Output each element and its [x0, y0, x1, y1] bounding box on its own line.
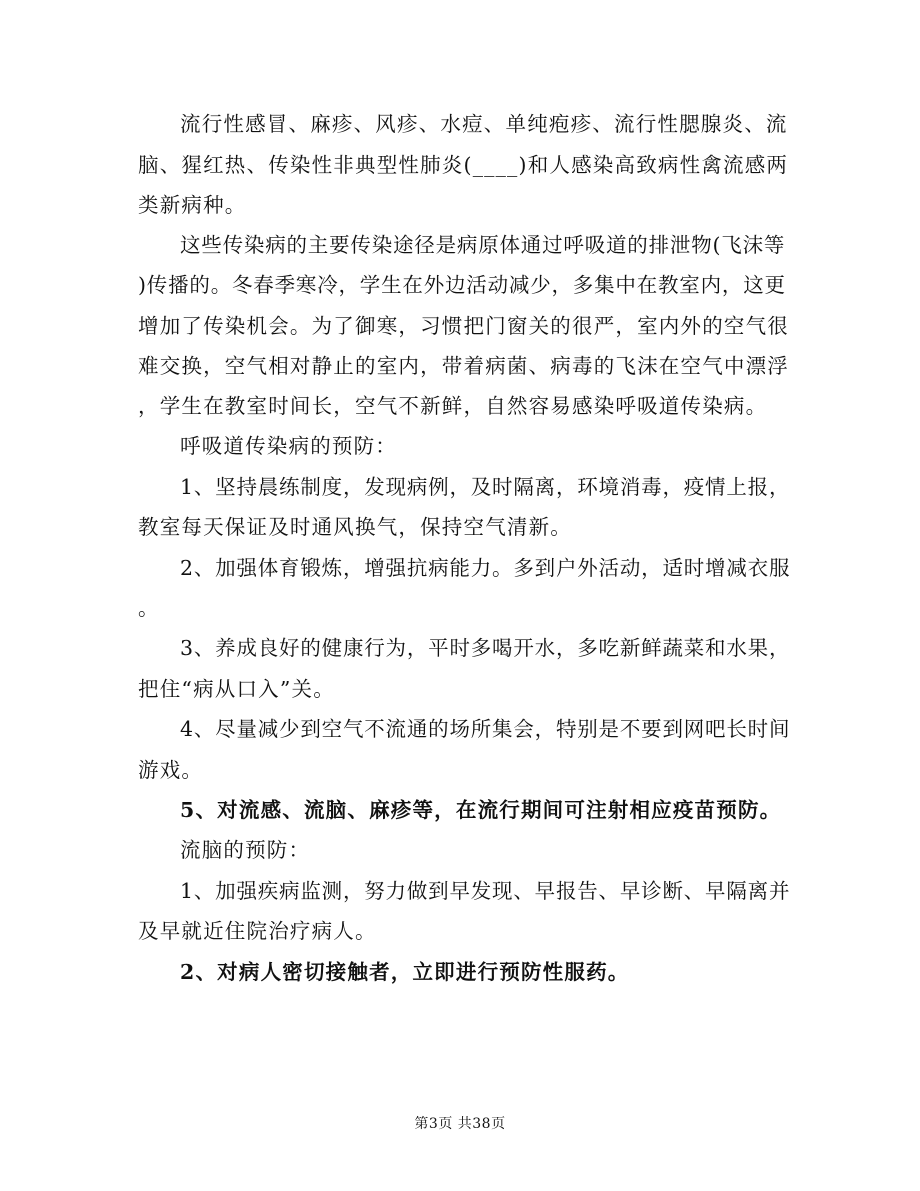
section-heading: 流脑的预防：	[180, 838, 311, 862]
list-item: 1、加强疾病监测，努力做到早发现、早报告、早诊断、早隔离并	[180, 879, 791, 903]
text-line: 这些传染病的主要传染途径是病原体通过呼吸道的排泄物(飞沫等	[180, 233, 786, 257]
list-item: 3、养成良好的健康行为，平时多喝开水，多吃新鲜蔬菜和水果，	[180, 636, 791, 660]
text-line: 难交换，空气相对静止的室内，带着病菌、病毒的飞沫在空气中漂浮	[138, 354, 789, 378]
list-item-continuation: 及早就近住院治疗病人。	[138, 919, 377, 943]
text-line: )传播的。冬春季寒冷，学生在外边活动减少，多集中在教室内，这更	[138, 273, 786, 297]
text-line: ，学生在教室时间长，空气不新鲜，自然容易感染呼吸道传染病。	[138, 394, 768, 418]
list-item-continuation: 把住“病从口入”关。	[138, 677, 335, 701]
list-item-continuation: 。	[138, 596, 160, 620]
text-line: 流行性感冒、麻疹、风疹、水痘、单纯疱疹、流行性腮腺炎、流	[180, 112, 788, 136]
list-item-bold: 2、对病人密切接触者，立即进行预防性服药。	[180, 960, 630, 984]
text-line: 脑、猩红热、传染性非典型性肺炎(____)和人感染高致病性禽流感两	[138, 153, 789, 177]
list-item-continuation: 教室每天保证及时通风换气，保持空气清新。	[138, 515, 572, 539]
page-number-footer: 第3页 共38页	[414, 1116, 506, 1132]
list-item: 2、加强体育锻炼，增强抗病能力。多到户外活动，适时增减衣服	[180, 556, 791, 580]
section-heading: 呼吸道传染病的预防：	[180, 434, 397, 458]
list-item-bold: 5、对流感、流脑、麻疹等，在流行期间可注射相应疫苗预防。	[180, 798, 782, 822]
list-item: 4、尽量减少到空气不流通的场所集会，特别是不要到网吧长时间	[180, 717, 791, 741]
text-line: 增加了传染机会。为了御寒，习惯把门窗关的很严，室内外的空气很	[138, 314, 789, 338]
text-line: 类新病种。	[138, 193, 247, 217]
list-item-continuation: 游戏。	[138, 758, 204, 782]
list-item: 1、坚持晨练制度，发现病例，及时隔离，环境消毒，疫情上报，	[180, 475, 791, 499]
